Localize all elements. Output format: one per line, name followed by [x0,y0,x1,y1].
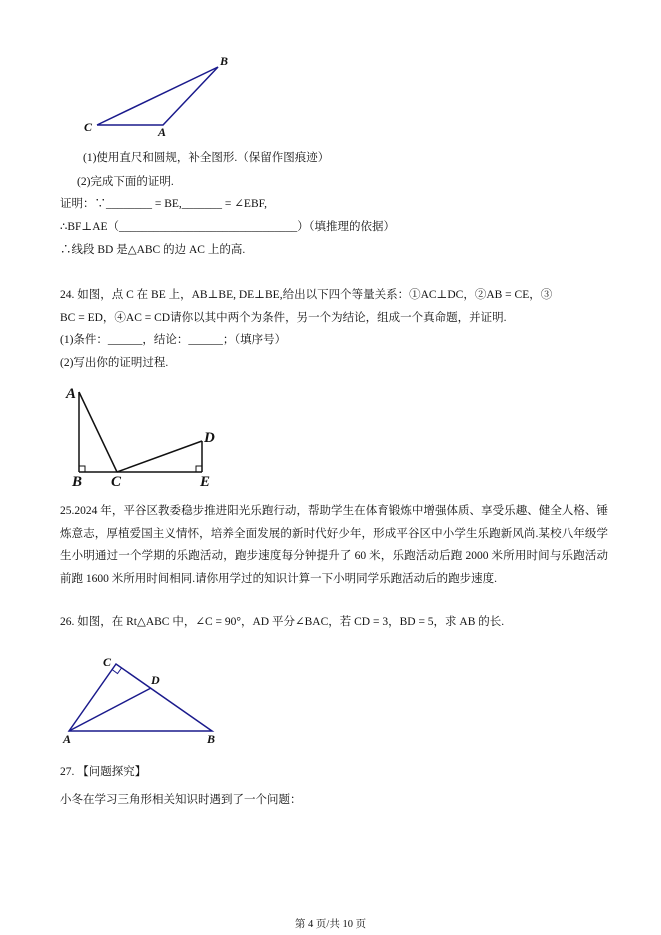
q23-proof-line2: ∴BF⊥AE（_______________________________）（填推理的依据） [60,221,396,233]
q25-text: 25.2024 年，平谷区教委稳步推进阳光乐跑行动，帮助学生在体育锻炼中增强体质、享受乐趣、健全人格、锤炼意志，厚植爱国主义情怀，培养全面发展的新时代好少年，形成平谷区中小学生乐跑新风尚.某校八年级学生小明通过一个学期的乐跑活动，跑步速度每分钟提升了 60 米，乐跑活动后跑 2000 米所用时间与乐跑活动前跑 1600 米所用时间相同.请你用学过的知识计算一下小明同学乐跑活动后的跑步速度. [60,505,608,585]
figure3-label-b: B [207,732,216,746]
q24-line1: 24. 如图，点 C 在 BE 上，AB⊥BE, DE⊥BE,给出以下四个等量关系：①AC⊥DC，②AB = CE，③ [60,289,553,301]
figure2-label-c: C [111,474,122,490]
page-footer: 第 4 页/共 10 页 [294,919,367,930]
q23-step2: (2)完成下面的证明. [77,176,174,188]
q24-line2: BC = ED，④AC = CD请你以其中两个为条件，另一个为结论，组成一个真命题，并证明. [60,312,507,324]
q24-line4: (2)写出你的证明过程. [60,357,169,369]
figure2-label-e: E [200,474,211,490]
q23-proof-line1: 证明：∵________ = BE,_______ = ∠EBF, [60,198,267,210]
figure-right-angles [79,392,202,472]
figure2-label-b: B [72,474,83,490]
figure3-label-a: A [63,732,72,746]
triangle-abc-outline [97,67,218,125]
figure3-label-d: D [151,673,160,687]
q23-step1: (1)使用直尺和圆规，补全图形.（保留作图痕迹） [83,152,330,164]
figure1-label-c: C [84,120,93,134]
figure2-label-d: D [204,430,215,446]
q27-text: 小冬在学习三角形相关知识时遇到了一个问题： [60,794,302,806]
q24-line3: (1)条件：______，结论：______；（填序号） [60,334,287,346]
figure-right-triangle-abc [69,664,212,731]
q23-proof-line3: ∴线段 BD 是△ABC 的边 AC 上的高. [60,244,246,256]
figure1-label-a: A [158,125,167,139]
q26-text: 26. 如图，在 Rt△ABC 中，∠C = 90°，AD 平分∠BAC，若 CD = 3，BD = 5，求 AB 的长. [60,616,505,628]
figure1-label-b: B [220,54,229,68]
figure2-label-a: A [66,386,77,402]
figure3-label-c: C [103,655,112,669]
q27-title: 27. 【问题探究】 [60,766,147,778]
